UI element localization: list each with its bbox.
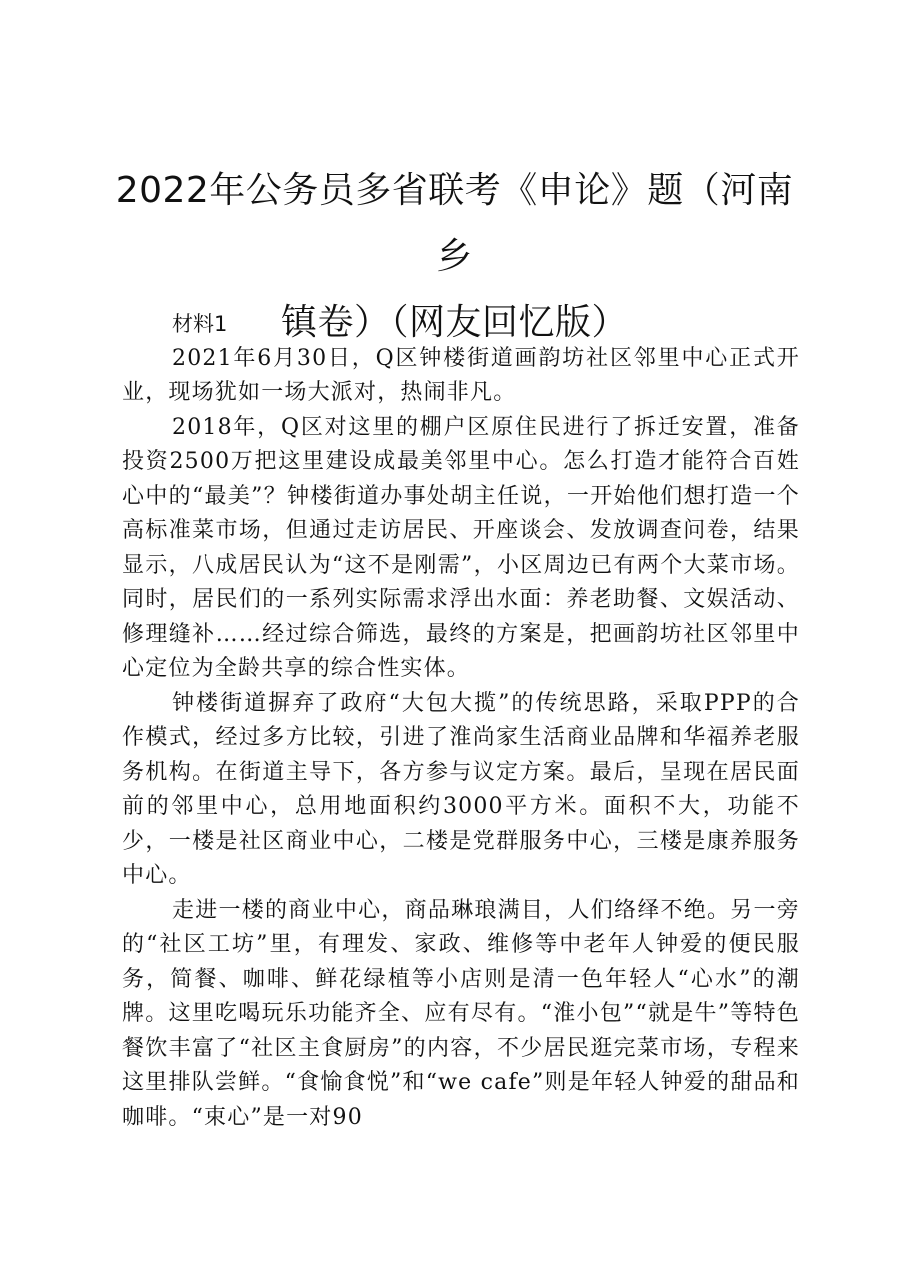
document-title-line-1: 2022年公务员多省联考《申论》题（河南乡: [115, 170, 794, 277]
paragraph-4: 走进一楼的商业中心，商品琳琅满目，人们络绎不绝。另一旁的“社区工坊”里，有理发、家政、维修等中老年人钟爱的便民服务，简餐、咖啡、鲜花绿植等小店则是清一色年轻人“心水”的潮牌。这里吃喝玩乐功能齐全、应有尽有。“淮小包”“就是牛”等特色餐饮丰富了“社区主食厨房”的内容，不少居民逛完菜市场，专程来这里排队尝鲜。“食愉食悦”和“we cafe”则是年轻人钟爱的甜品和咖啡。“束心”是一对90: [122, 897, 800, 1130]
document-title-line-2: 镇卷）（网友回忆版）: [280, 302, 628, 343]
paragraph-1: 2021年6月30日，Q区钟楼街道画韵坊社区邻里中心正式开业，现场犹如一场大派对，热闹非凡。: [122, 345, 800, 405]
paragraph-2: 2018年，Q区对这里的棚户区原住民进行了拆迁安置，准备投资2500万把这里建设成最美邻里中心。怎么打造才能符合百姓心中的“最美”？钟楼街道办事处胡主任说，一开始他们想打造一个高标准菜市场，但通过走访居民、开座谈会、发放调查问卷，结果显示，八成居民认为“这不是刚需”，小区周边已有两个大菜市场。同时，居民们的一系列实际需求浮出水面：养老助餐、文娱活动、修理缝补……经过综合筛选，最终的方案是，把画韵坊社区邻里中心定位为全龄共享的综合性实体。: [122, 414, 800, 681]
section-heading: 材料1: [172, 312, 228, 336]
paragraph-3: 钟楼街道摒弃了政府“大包大揽”的传统思路，采取PPP的合作模式，经过多方比较，引进了淮尚家生活商业品牌和华福养老服务机构。在街道主导下，各方参与议定方案。最后，呈现在居民面前的邻里中心，总用地面积约3000平方米。面积不大，功能不少，一楼是社区商业中心，二楼是党群服务中心，三楼是康养服务中心。: [122, 690, 800, 888]
document-body: [122, 307, 800, 1135]
